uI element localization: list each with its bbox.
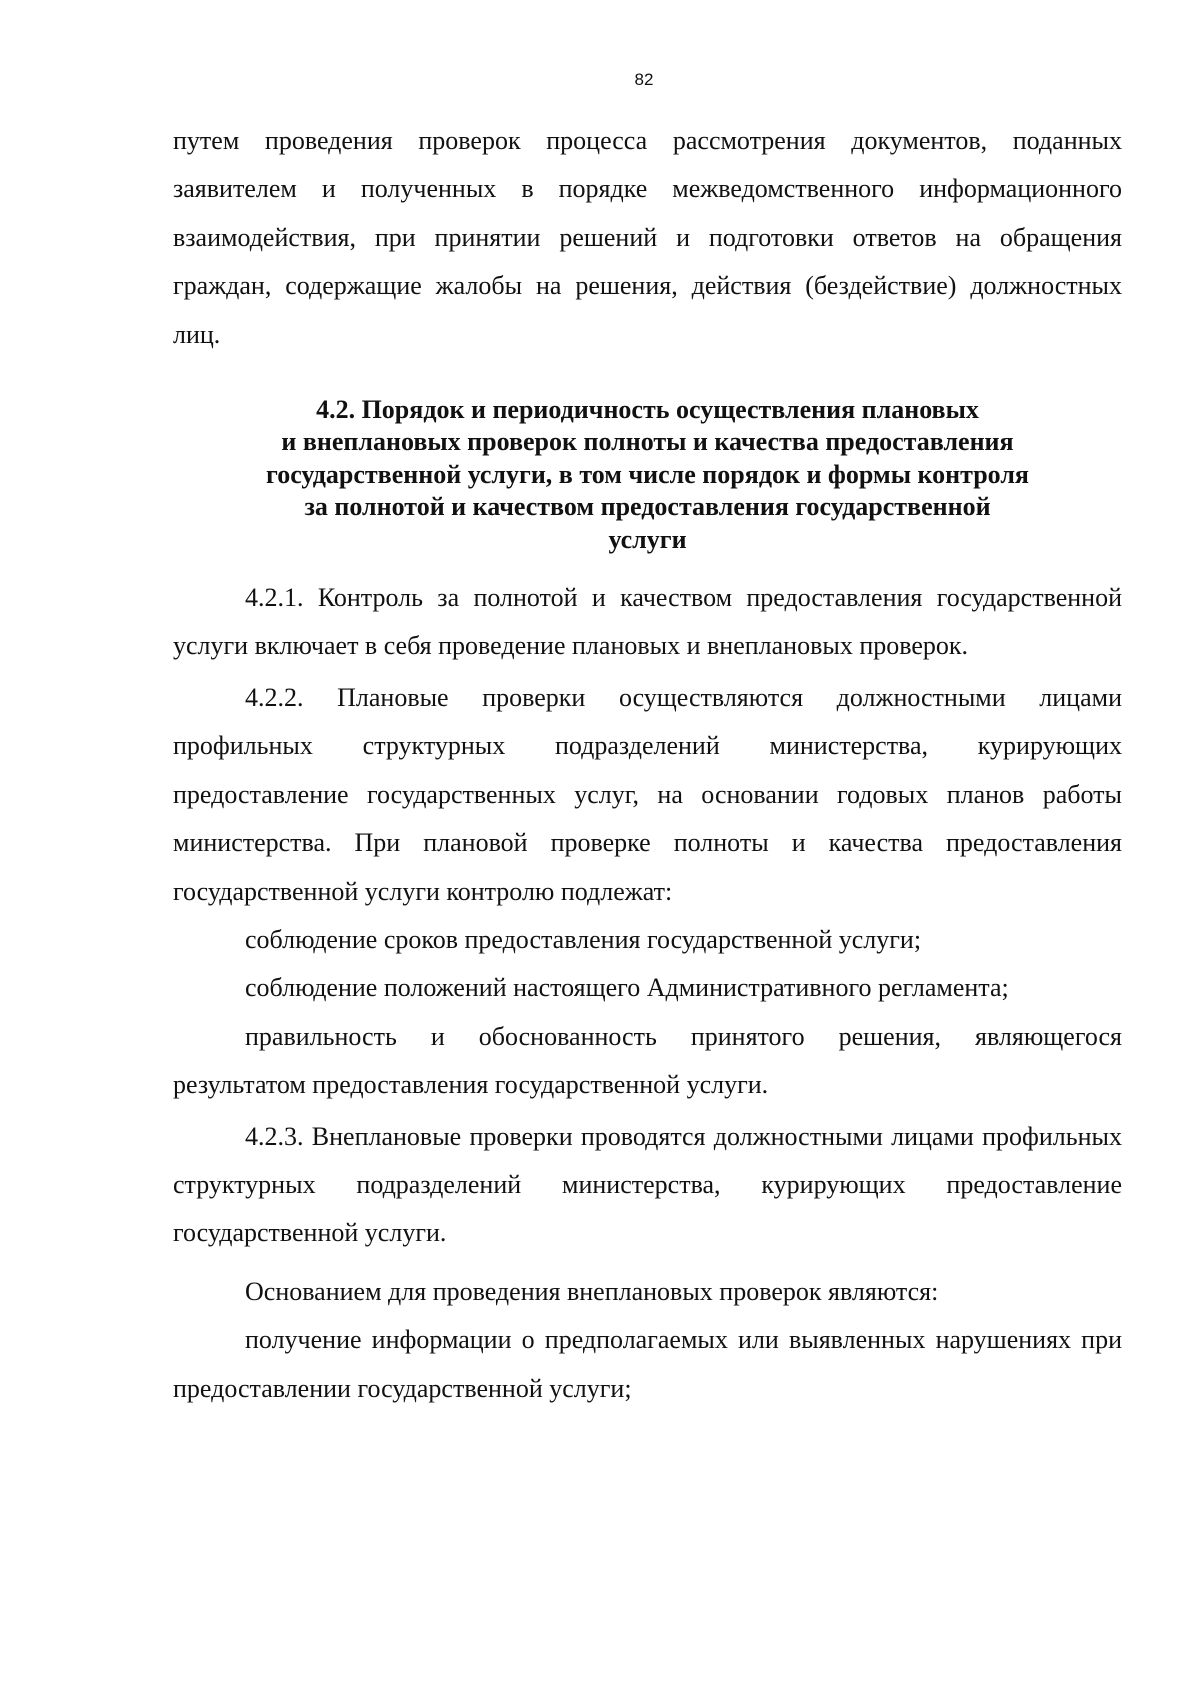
section-heading [173,394,1122,556]
page-number: 82 [634,70,654,89]
heading-line: услуги [608,524,687,554]
paragraph-continuation: путем проведения проверок процесса рассмотрения документов, поданных заявителем и полученных в порядке межведомственного информационного взаимодействия, при принятии решений и подготовки ответов на обращения граждан, содержащие жалобы на решения, действия (бездействие) должностных лиц. [173,126,1122,349]
list-item: правильность и обоснованность принятого решения, являющегося результатом предоставления государственной услуги. [173,1021,1122,1100]
paragraph-4-2-3: 4.2.3. Внеплановые проверки проводятся должностными лицами профильных структурных подразделений министерства, курирующих предоставление государственной услуги. [173,1121,1122,1248]
heading-line: и внеплановых проверок полноты и качества предоставления [281,427,1014,457]
heading-line: государственной услуги, в том числе порядок и формы контроля [266,459,1029,489]
paragraph-grounds: Основанием для проведения внеплановых проверок являются: [245,1276,939,1306]
heading-line: 4.2. Порядок и периодичность осуществления плановых [316,395,979,425]
list-item: соблюдение положений настоящего Административного регламента; [245,973,1009,1003]
heading-line: за полнотой и качеством предоставления государственной [304,492,991,522]
paragraph-4-2-2: 4.2.2. Плановые проверки осуществляются должностными лицами профильных структурных подразделений министерства, курирующих предоставление государственных услуг, на основании годовых планов работы министерства. При плановой проверке полноты и качества предоставления государственной услуги контролю подлежат: [173,682,1122,906]
list-item: соблюдение сроков предоставления государственной услуги; [245,924,922,954]
document-body [173,117,1122,1413]
list-item: получение информации о предполагаемых или выявленных нарушениях при предоставлении государственной услуги; [173,1325,1122,1403]
paragraph-4-2-1: 4.2.1. Контроль за полнотой и качеством предоставления государственной услуги включает в себя проведение плановых и внеплановых проверок. [173,583,1122,661]
